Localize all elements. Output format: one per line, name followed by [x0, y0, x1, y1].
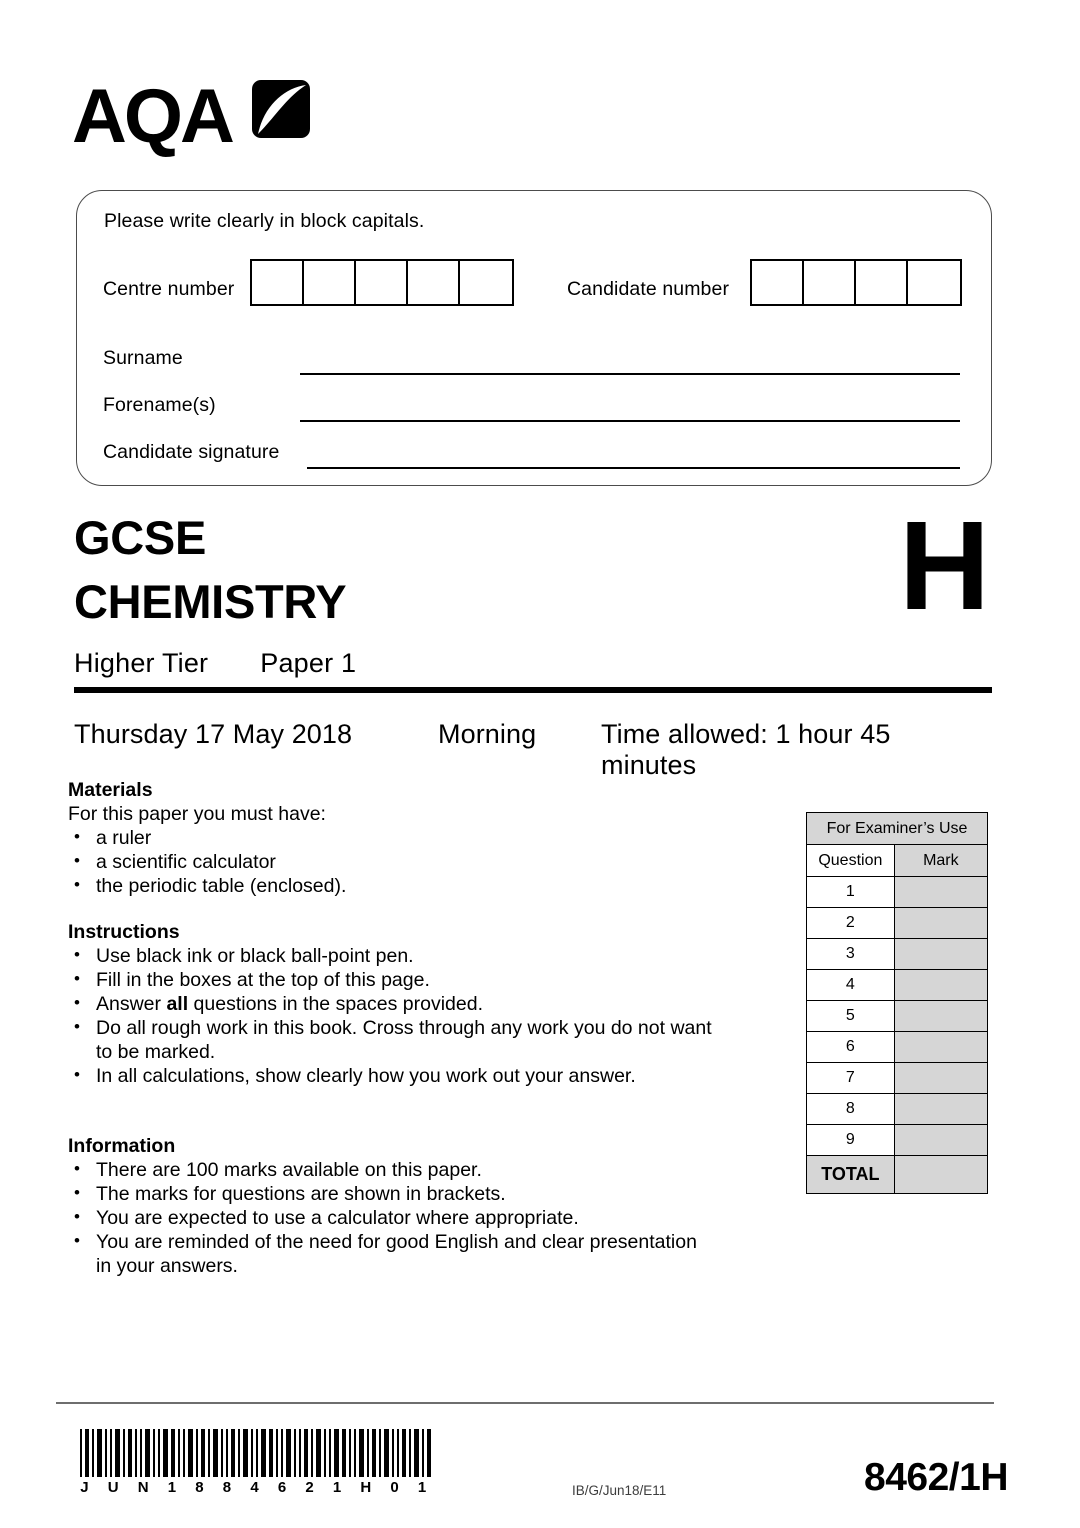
candidate-number-input[interactable]: [750, 259, 962, 306]
exam-time-allowed: Time allowed: 1 hour 45 minutes: [601, 719, 891, 780]
mark-cell[interactable]: [894, 1032, 987, 1063]
materials-heading: Materials: [68, 779, 153, 801]
mark-cell[interactable]: [894, 1063, 987, 1094]
candidate-number-cell[interactable]: [804, 261, 856, 304]
candidate-signature-input[interactable]: [307, 467, 960, 469]
table-row: [807, 1032, 988, 1063]
materials-section: [68, 778, 758, 898]
list-item: • Use black ink or black ball-point pen.: [68, 944, 758, 968]
list-item: • a scientific calculator: [68, 850, 758, 874]
candidate-number-cell[interactable]: [752, 261, 804, 304]
information-list: [68, 1158, 758, 1278]
list-item: • There are 100 marks available on this paper.: [68, 1158, 758, 1182]
examiner-marks-table: [806, 812, 988, 1194]
centre-number-cell[interactable]: [460, 261, 512, 304]
mark-cell[interactable]: [894, 1125, 987, 1156]
list-item: [68, 1016, 758, 1064]
total-mark-cell[interactable]: [894, 1156, 987, 1194]
subject-title: CHEMISTRY: [74, 575, 347, 628]
list-item: • You are expected to use a calculator where appropriate.: [68, 1206, 758, 1230]
table-row: [807, 1001, 988, 1032]
forename-input[interactable]: [300, 420, 960, 422]
question-number: 5: [807, 1001, 895, 1032]
tier-badge: H: [899, 495, 988, 636]
centre-number-cell[interactable]: [304, 261, 356, 304]
instruction-answer-emphasis: all: [166, 993, 189, 1015]
question-number: 9: [807, 1125, 895, 1156]
question-number: 2: [807, 908, 895, 939]
qualification-title: GCSE: [74, 511, 206, 564]
mark-cell[interactable]: [894, 970, 987, 1001]
table-row: [807, 970, 988, 1001]
question-number: 7: [807, 1063, 895, 1094]
mark-cell[interactable]: [894, 1001, 987, 1032]
table-row-header: [807, 845, 988, 877]
paper-label: Paper 1: [260, 648, 357, 678]
instruction-answer-pre: Answer: [96, 993, 167, 1015]
svg-text:AQA: AQA: [72, 74, 232, 158]
exam-date: Thursday 17 May 2018: [74, 719, 353, 749]
instruction-rough-work: Do all rough work in this book. Cross through any work you do not want: [96, 1017, 712, 1039]
ib-reference-code: IB/G/Jun18/E11: [572, 1483, 667, 1498]
tier-and-paper-row: [74, 648, 356, 679]
aqa-leaf-icon: [252, 80, 310, 138]
list-item: • the periodic table (enclosed).: [68, 874, 758, 898]
total-label: TOTAL: [807, 1156, 895, 1194]
table-row: [807, 1094, 988, 1125]
surname-input[interactable]: [300, 373, 960, 375]
paper-code: 8462/1H: [864, 1456, 1008, 1499]
examiner-table-title: For Examiner’s Use: [807, 813, 988, 845]
table-row-total: [807, 1156, 988, 1194]
aqa-logo: [72, 72, 312, 158]
surname-label: Surname: [103, 347, 183, 369]
table-row: [807, 939, 988, 970]
mark-cell[interactable]: [894, 877, 987, 908]
materials-list: [68, 826, 758, 898]
question-number: 8: [807, 1094, 895, 1125]
tier-label: Higher Tier: [74, 648, 209, 678]
question-number: 4: [807, 970, 895, 1001]
table-row-title: [807, 813, 988, 845]
information-english-note: You are reminded of the need for good English and clear presentation: [96, 1231, 697, 1253]
question-number: 3: [807, 939, 895, 970]
mark-cell[interactable]: [894, 939, 987, 970]
footer-rule: [56, 1402, 994, 1404]
instructions-list: [68, 944, 758, 1088]
instructions-section: [68, 920, 758, 1088]
mark-cell[interactable]: [894, 1094, 987, 1125]
instructions-heading: Instructions: [68, 921, 180, 943]
centre-number-cell[interactable]: [408, 261, 460, 304]
table-row: [807, 908, 988, 939]
table-row: [807, 877, 988, 908]
candidate-signature-label: Candidate signature: [103, 441, 280, 463]
title-rule: [74, 687, 992, 693]
barcode: [78, 1429, 436, 1477]
list-item: • In all calculations, show clearly how you work out your answer.: [68, 1064, 758, 1088]
list-item: [68, 1230, 758, 1278]
information-section: [68, 1134, 758, 1278]
candidate-number-cell[interactable]: [908, 261, 960, 304]
barcode-graphic: [78, 1429, 436, 1477]
centre-number-label: Centre number: [103, 278, 235, 300]
centre-number-cell[interactable]: [252, 261, 304, 304]
candidate-number-label: Candidate number: [567, 278, 730, 300]
mark-cell[interactable]: [894, 908, 987, 939]
block-capitals-note: Please write clearly in block capitals.: [104, 210, 425, 232]
information-heading: Information: [68, 1135, 176, 1157]
centre-number-cell[interactable]: [356, 261, 408, 304]
candidate-number-cell[interactable]: [856, 261, 908, 304]
forename-label: Forename(s): [103, 394, 216, 416]
list-item: [68, 992, 758, 1016]
information-english-note-cont: in your answers.: [96, 1255, 238, 1277]
question-number: 6: [807, 1032, 895, 1063]
list-item: • Fill in the boxes at the top of this page.: [68, 968, 758, 992]
table-row: [807, 1063, 988, 1094]
instruction-rough-work-cont: to be marked.: [96, 1041, 216, 1063]
barcode-label: J U N 1 8 8 4 6 2 1 H 0 1: [80, 1479, 434, 1496]
list-item: • The marks for questions are shown in brackets.: [68, 1182, 758, 1206]
aqa-logo-graphic: [72, 72, 312, 158]
instruction-answer-post: questions in the spaces provided.: [188, 993, 483, 1015]
column-header-mark: Mark: [894, 845, 987, 877]
list-item: • a ruler: [68, 826, 758, 850]
table-row: [807, 1125, 988, 1156]
question-number: 1: [807, 877, 895, 908]
column-header-question: Question: [807, 845, 895, 877]
materials-intro: For this paper you must have:: [68, 803, 326, 825]
centre-number-input[interactable]: [250, 259, 514, 306]
exam-session: Morning: [438, 719, 537, 749]
